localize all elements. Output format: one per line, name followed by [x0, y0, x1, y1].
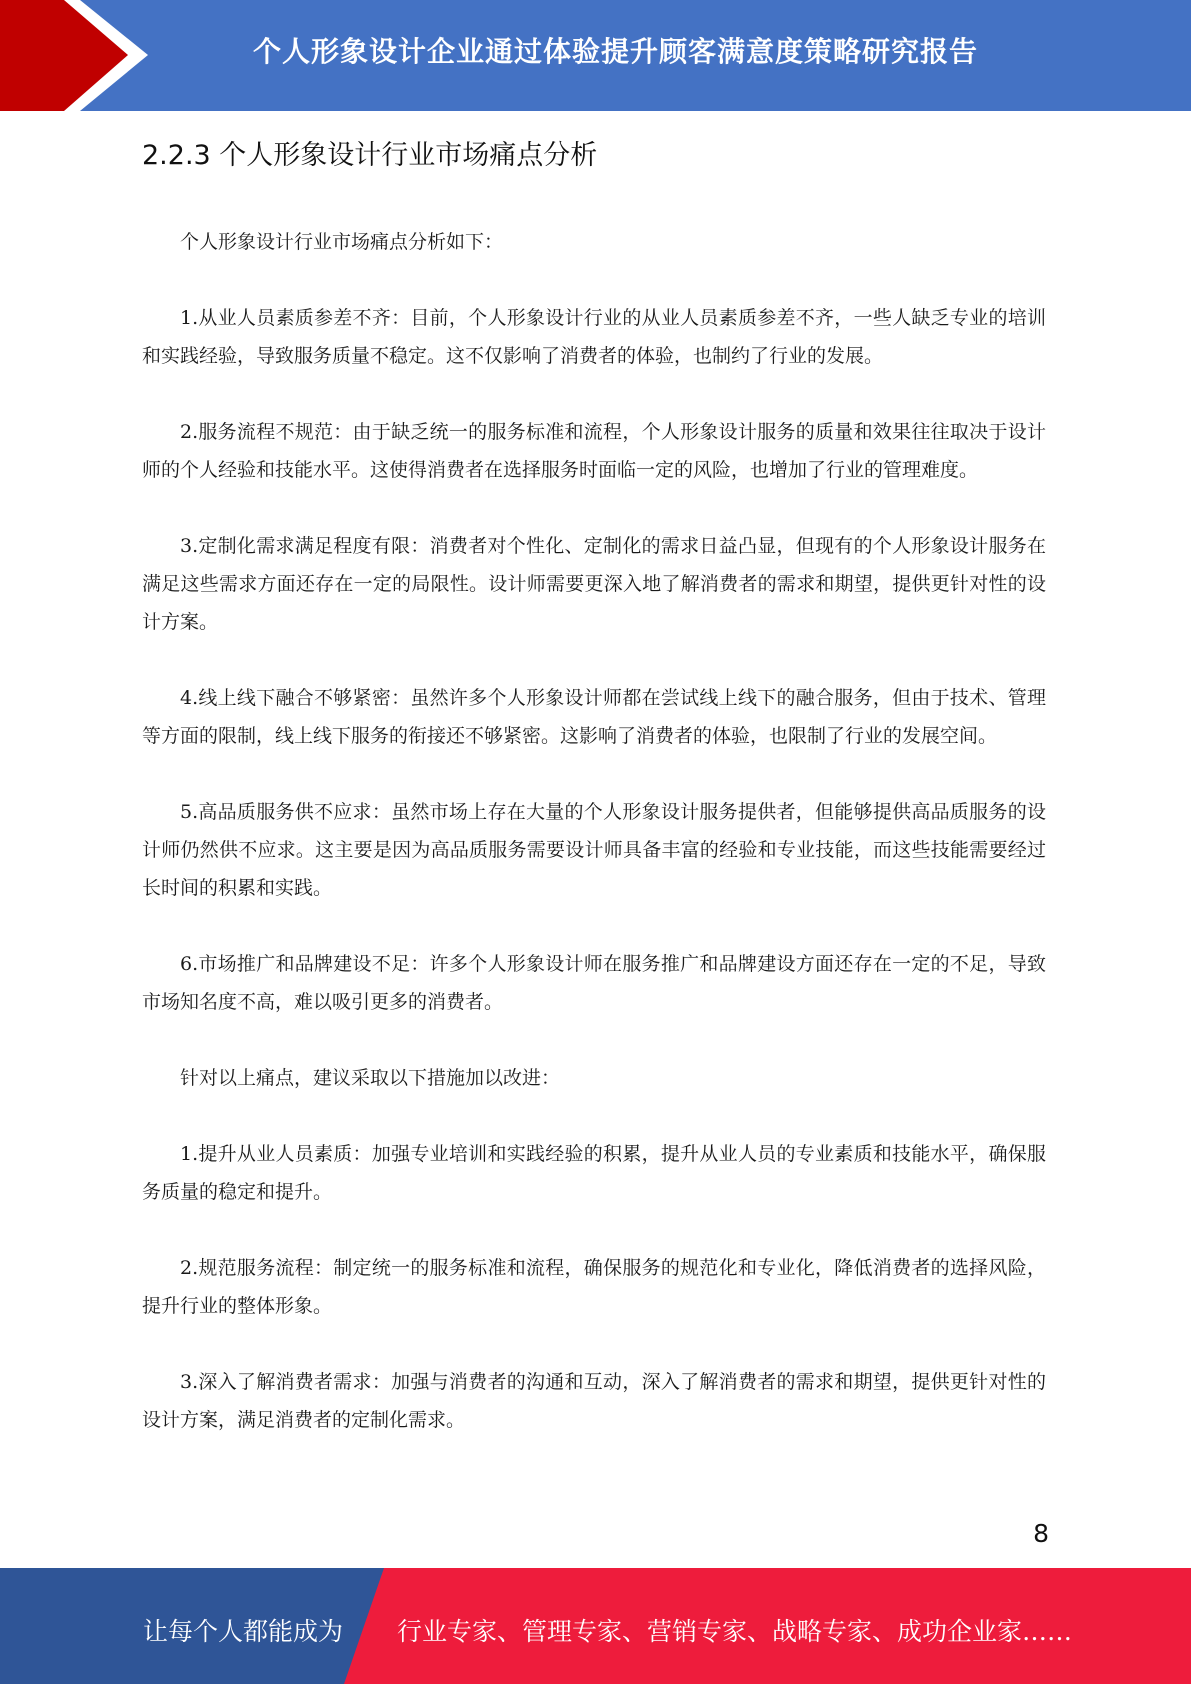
- paragraph-pain-point-1: 1.从业人员素质参差不齐：目前，个人形象设计行业的从业人员素质参差不齐，一些人缺乏专业的培训和实践经验，导致服务质量不稳定。这不仅影响了消费者的体验，也制约了行业的发展。: [142, 307, 1046, 367]
- page-header: [0, 0, 1191, 111]
- paragraph-pain-point-2: 2.服务流程不规范：由于缺乏统一的服务标准和流程，个人形象设计服务的质量和效果往往取决于设计师的个人经验和技能水平。这使得消费者在选择服务时面临一定的风险，也增加了行业的管理难度。: [142, 421, 1046, 481]
- paragraph-pain-point-4: 4.线上线下融合不够紧密：虽然许多个人形象设计师都在尝试线上线下的融合服务，但由于技术、管理等方面的限制，线上线下服务的衔接还不够紧密。这影响了消费者的体验，也限制了行业的发展空间。: [142, 687, 1046, 747]
- paragraph-measure-3: 3.深入了解消费者需求：加强与消费者的沟通和互动，深入了解消费者的需求和期望，提供更针对性的设计方案，满足消费者的定制化需求。: [142, 1371, 1046, 1431]
- paragraph-measures-intro: 针对以上痛点，建议采取以下措施加以改进：: [180, 1067, 561, 1089]
- section-heading: 2.2.3 个人形象设计行业市场痛点分析: [142, 140, 598, 171]
- report-title: 个人形象设计企业通过体验提升顾客满意度策略研究报告: [252, 35, 978, 68]
- paragraph-measure-1: 1.提升从业人员素质：加强专业培训和实践经验的积累，提升从业人员的专业素质和技能水平，确保服务质量的稳定和提升。: [142, 1143, 1046, 1203]
- paragraph-intro: 个人形象设计行业市场痛点分析如下：: [180, 231, 504, 253]
- body-text: [142, 223, 1046, 1477]
- page-footer: [0, 1568, 1191, 1684]
- paragraph-pain-point-5: 5.高品质服务供不应求：虽然市场上存在大量的个人形象设计服务提供者，但能够提供高品质服务的设计师仍然供不应求。这主要是因为高品质服务需要设计师具备丰富的经验和专业技能，而这些技能需要经过长时间的积累和实践。: [142, 801, 1046, 899]
- footer-slogan-left: 让每个人都能成为: [143, 1617, 344, 1646]
- page-number: 8: [1033, 1519, 1049, 1548]
- paragraph-measure-2: 2.规范服务流程：制定统一的服务标准和流程，确保服务的规范化和专业化，降低消费者的选择风险，提升行业的整体形象。: [142, 1257, 1046, 1317]
- paragraph-pain-point-6: 6.市场推广和品牌建设不足：许多个人形象设计师在服务推广和品牌建设方面还存在一定的不足，导致市场知名度不高，难以吸引更多的消费者。: [142, 953, 1046, 1013]
- paragraph-pain-point-3: 3.定制化需求满足程度有限：消费者对个性化、定制化的需求日益凸显，但现有的个人形象设计服务在满足这些需求方面还存在一定的局限性。设计师需要更深入地了解消费者的需求和期望，提供更针对性的设计方案。: [142, 535, 1046, 633]
- footer-slogan-right: 行业专家、管理专家、营销专家、战略专家、成功企业家……: [397, 1617, 1073, 1646]
